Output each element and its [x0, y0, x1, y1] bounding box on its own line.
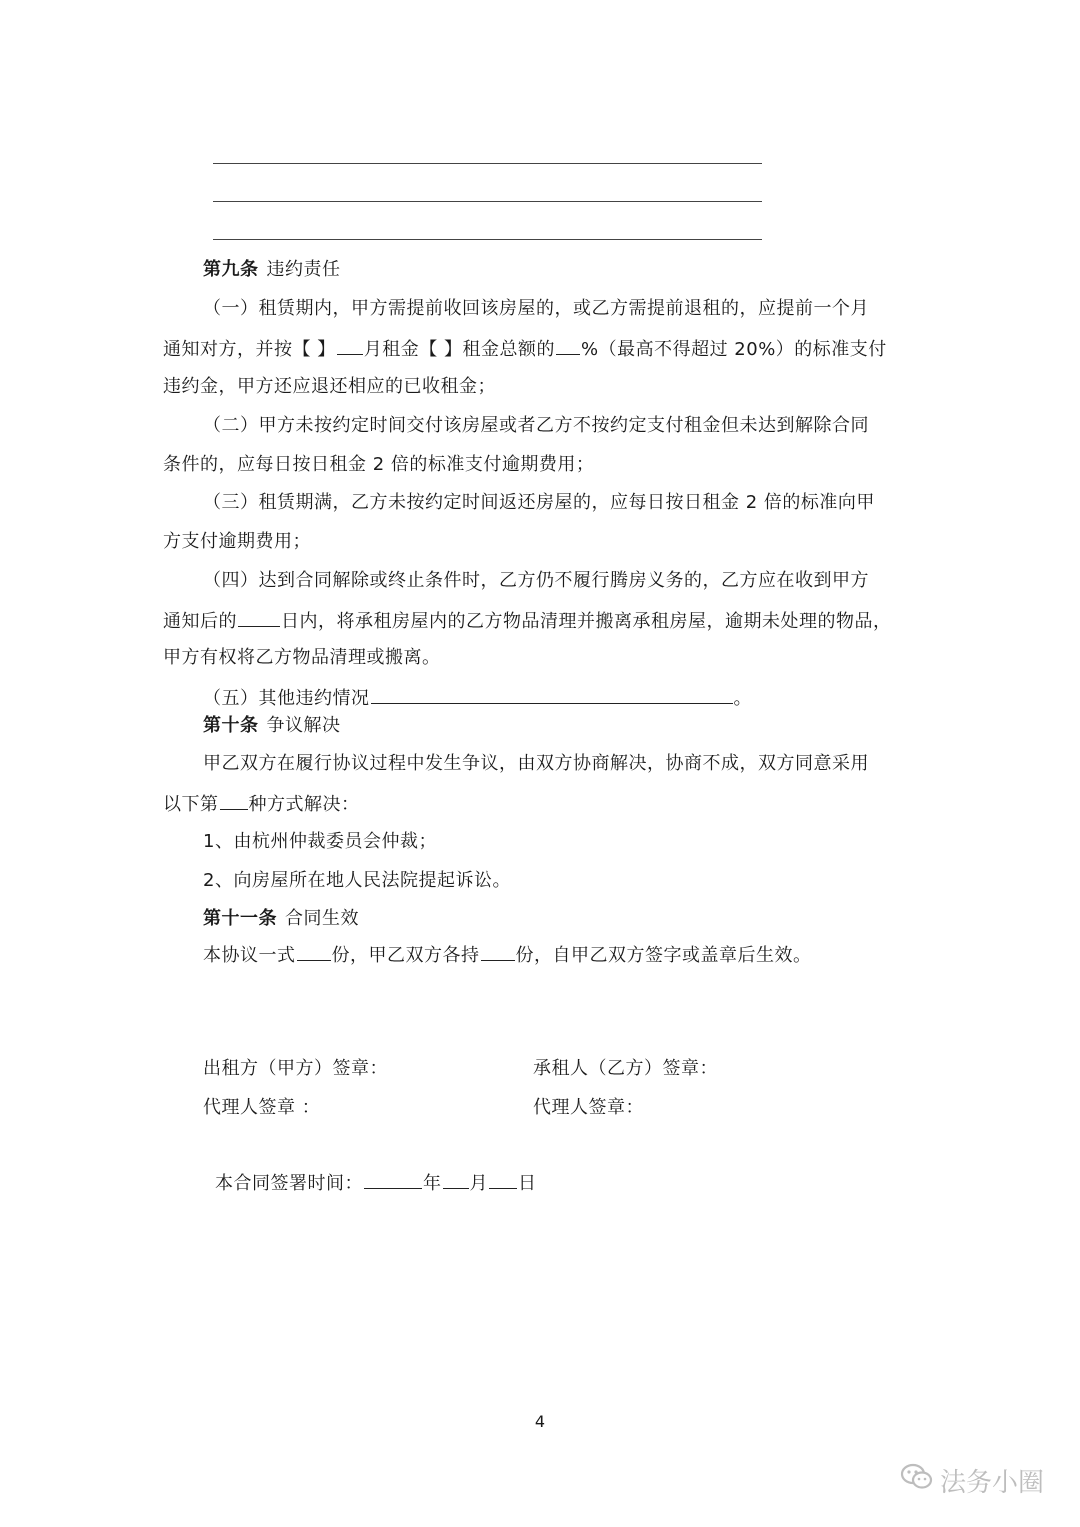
- blank-line: [213, 163, 762, 164]
- lessor-signature-label: 出租方（甲方）签章：: [203, 1058, 388, 1079]
- article-9-clause-1: （一）租赁期内，甲方需提前收回该房屋的，或乙方需提前退租的，应提前一个月: [203, 298, 869, 319]
- blank-line: [213, 201, 762, 202]
- fill-blank: [556, 336, 580, 355]
- article-9-heading: 第九条 违约责任: [203, 259, 341, 280]
- agent-signature-label-right: 代理人签章：: [533, 1097, 644, 1118]
- fill-blank: [364, 1170, 422, 1189]
- fill-blank: [297, 942, 331, 961]
- article-10-text: 以下第 种方式解决：: [163, 791, 923, 817]
- fill-blank: [371, 685, 733, 704]
- blank-line: [213, 239, 762, 240]
- article-11-heading: 第十一条 合同生效: [203, 908, 359, 929]
- watermark-text: 法务小圈: [940, 1468, 1045, 1498]
- agent-signature-label-left: 代理人签章 ：: [203, 1097, 321, 1118]
- article-9-clause-1: 通知对方，并按【 】 月租金【 】租金总额的 %（最高不得超过 20%）的标准支付: [163, 336, 923, 362]
- fill-blank: [481, 942, 515, 961]
- article-10-text: 甲乙双方在履行协议过程中发生争议，由双方协商解决，协商不成，双方同意采用: [203, 753, 869, 774]
- watermark: [900, 1462, 1044, 1499]
- article-9-clause-4: 通知后的 日内，将承租房屋内的乙方物品清理并搬离承租房屋，逾期未处理的物品，: [163, 608, 923, 634]
- article-9-clause-4: 甲方有权将乙方物品清理或搬离。: [163, 647, 441, 668]
- lessee-signature-label: 承租人（乙方）签章：: [533, 1058, 718, 1079]
- fill-blank: [489, 1170, 517, 1189]
- fill-blank: [337, 336, 363, 355]
- article-10-option-1: 1、由杭州仲裁委员会仲裁；: [203, 831, 437, 852]
- article-11-text: 本协议一式 份，甲乙双方各持 份，自甲乙双方签字或盖章后生效。: [203, 942, 923, 968]
- signing-date: 本合同签署时间： 年 月 日: [215, 1170, 537, 1196]
- article-9-clause-2: （二）甲方未按约定时间交付该房屋或者乙方不按约定支付租金但未达到解除合同: [203, 415, 869, 436]
- article-10-option-2: 2、向房屋所在地人民法院提起诉讼。: [203, 870, 511, 891]
- article-9-clause-3: 方支付逾期费用；: [163, 531, 311, 552]
- article-9-clause-5: （五）其他违约情况 。: [203, 685, 923, 711]
- article-10-heading: 第十条 争议解决: [203, 715, 341, 736]
- fill-blank: [220, 791, 248, 810]
- article-9-clause-1: 违约金，甲方还应退还相应的已收租金；: [163, 376, 496, 397]
- page-number: 4: [534, 1412, 546, 1431]
- article-9-clause-4: （四）达到合同解除或终止条件时，乙方仍不履行腾房义务的，乙方应在收到甲方: [203, 570, 869, 591]
- fill-blank: [443, 1170, 469, 1189]
- fill-blank: [238, 608, 280, 627]
- article-9-clause-2: 条件的，应每日按日租金 2 倍的标准支付逾期费用；: [163, 454, 595, 475]
- article-9-clause-3: （三）租赁期满，乙方未按约定时间返还房屋的，应每日按日租金 2 倍的标准向甲: [203, 492, 875, 513]
- wechat-icon: [900, 1462, 934, 1499]
